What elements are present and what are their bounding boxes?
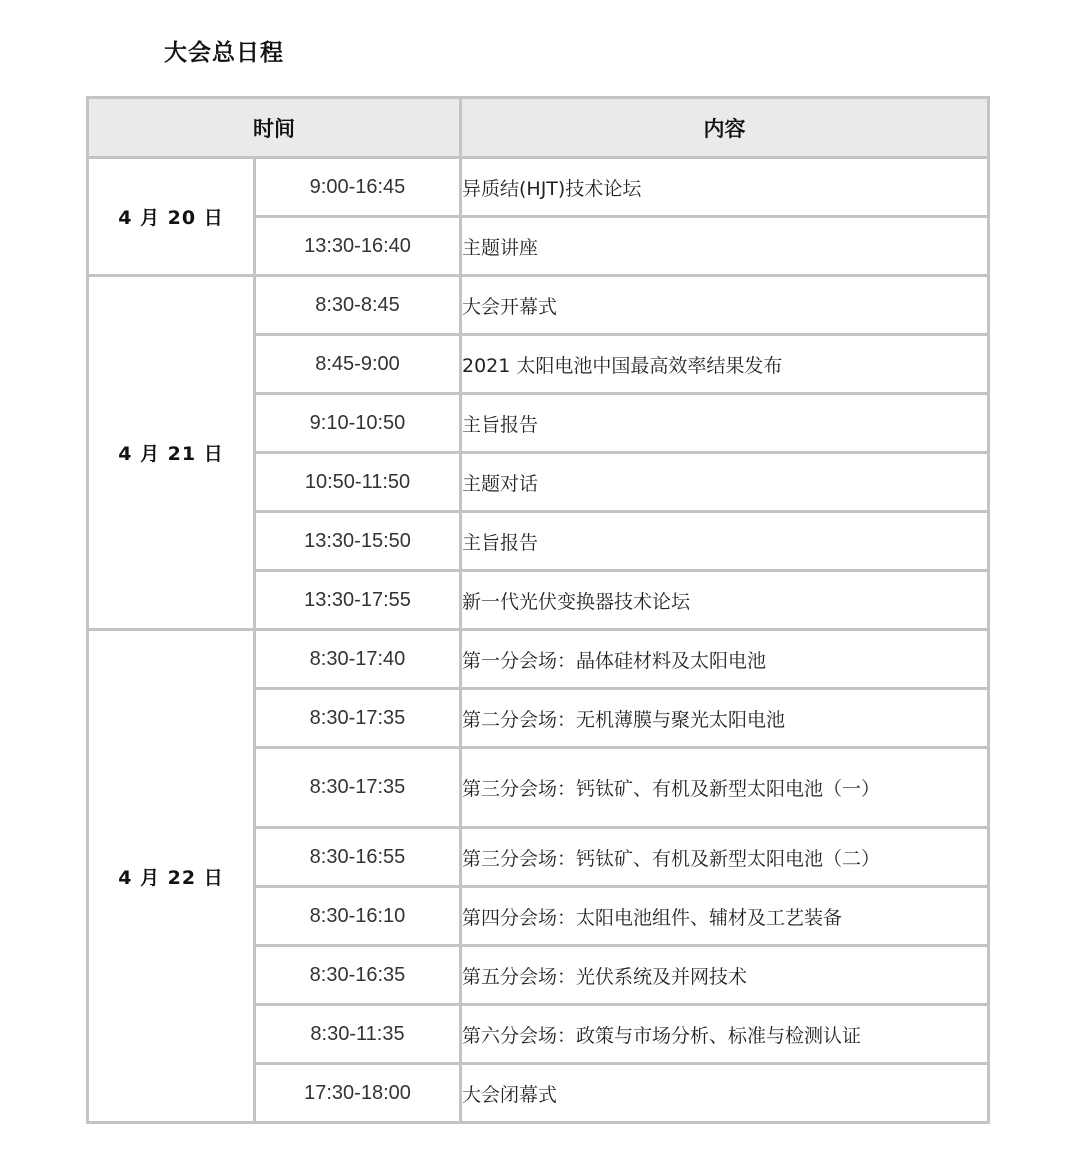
table-row bbox=[88, 276, 989, 335]
header-time: 时间 bbox=[88, 98, 461, 158]
table-row bbox=[88, 630, 989, 689]
time-cell: 8:30-16:55 bbox=[255, 828, 461, 887]
time-cell: 10:50-11:50 bbox=[255, 453, 461, 512]
time-cell: 13:30-15:50 bbox=[255, 512, 461, 571]
time-cell: 8:30-17:35 bbox=[255, 748, 461, 828]
time-cell: 8:30-17:35 bbox=[255, 689, 461, 748]
date-cell: 4 月 21 日 bbox=[88, 276, 255, 630]
content-cell: 第二分会场：无机薄膜与聚光太阳电池 bbox=[461, 689, 989, 748]
content-cell: 第三分会场：钙钛矿、有机及新型太阳电池（二） bbox=[461, 828, 989, 887]
content-cell: 主旨报告 bbox=[461, 394, 989, 453]
time-cell: 9:00-16:45 bbox=[255, 158, 461, 217]
content-cell: 新一代光伏变换器技术论坛 bbox=[461, 571, 989, 630]
content-cell: 第一分会场：晶体硅材料及太阳电池 bbox=[461, 630, 989, 689]
content-cell: 异质结(HJT)技术论坛 bbox=[461, 158, 989, 217]
content-cell: 主题讲座 bbox=[461, 217, 989, 276]
content-cell: 主旨报告 bbox=[461, 512, 989, 571]
time-cell: 8:30-16:35 bbox=[255, 946, 461, 1005]
header-content: 内容 bbox=[461, 98, 989, 158]
content-cell: 主题对话 bbox=[461, 453, 989, 512]
content-cell: 第六分会场：政策与市场分析、标准与检测认证 bbox=[461, 1005, 989, 1064]
date-cell: 4 月 20 日 bbox=[88, 158, 255, 276]
content-cell: 大会开幕式 bbox=[461, 276, 989, 335]
time-cell: 8:30-16:10 bbox=[255, 887, 461, 946]
time-cell: 8:30-8:45 bbox=[255, 276, 461, 335]
time-cell: 8:30-17:40 bbox=[255, 630, 461, 689]
table-row bbox=[88, 158, 989, 217]
content-cell: 第三分会场：钙钛矿、有机及新型太阳电池（一） bbox=[461, 748, 989, 828]
time-cell: 13:30-16:40 bbox=[255, 217, 461, 276]
content-cell: 第四分会场：太阳电池组件、辅材及工艺装备 bbox=[461, 887, 989, 946]
time-cell: 17:30-18:00 bbox=[255, 1064, 461, 1123]
schedule-table bbox=[86, 96, 990, 1124]
content-cell: 第五分会场：光伏系统及并网技术 bbox=[461, 946, 989, 1005]
date-cell: 4 月 22 日 bbox=[88, 630, 255, 1123]
page-title: 大会总日程 bbox=[164, 40, 284, 66]
time-cell: 13:30-17:55 bbox=[255, 571, 461, 630]
time-cell: 9:10-10:50 bbox=[255, 394, 461, 453]
content-cell: 2021 太阳电池中国最高效率结果发布 bbox=[461, 335, 989, 394]
content-cell: 大会闭幕式 bbox=[461, 1064, 989, 1123]
time-cell: 8:45-9:00 bbox=[255, 335, 461, 394]
time-cell: 8:30-11:35 bbox=[255, 1005, 461, 1064]
